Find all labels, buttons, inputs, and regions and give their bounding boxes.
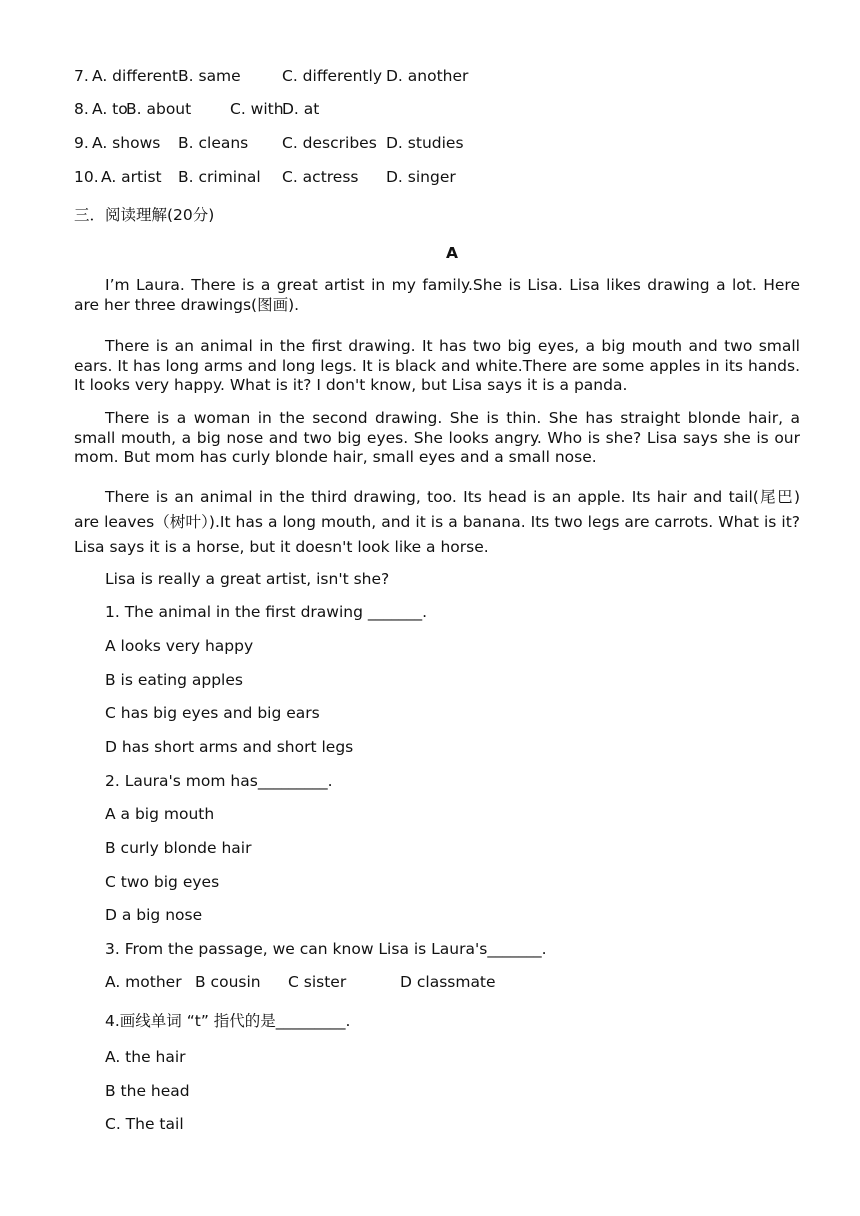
reading-question-3-option-c: C sister [288, 973, 347, 991]
reading-question-4: 4.画线单词 “t” 指代的是_________. [105, 1012, 351, 1030]
passage-paragraph-3: There is a woman in the second drawing. She is thin. She has straight blonde hair, a small mouth, a big nose and two big eyes. She looks angry. Who is she? Lisa says she is our mom. But mom has curly blonde hair, small eyes and a small nose. [74, 409, 800, 466]
reading-question-2-option-c: C two big eyes [105, 873, 220, 891]
question-9-option-b: B. cleans [178, 134, 249, 152]
reading-question-3-option-a: A. mother [105, 973, 182, 991]
question-7-option-c: C. differently [282, 67, 382, 85]
reading-question-4-option-b: B the head [105, 1082, 190, 1100]
reading-question-2-option-b: B curly blonde hair [105, 839, 252, 857]
question-9-option-d: D. studies [386, 134, 464, 152]
reading-question-2: 2. Laura's mom has_________. [105, 772, 333, 790]
question-7-option-d: D. another [386, 67, 469, 85]
reading-question-3: 3. From the passage, we can know Lisa is Laura's_______. [105, 940, 547, 958]
passage-label: A [446, 244, 458, 262]
question-10-option-b: B. criminal [178, 168, 261, 186]
question-10-option-c: C. actress [282, 168, 359, 186]
question-8-number: 8. [74, 100, 89, 118]
reading-question-2-option-a: A a big mouth [105, 805, 215, 823]
reading-question-2-option-d: D a big nose [105, 906, 203, 924]
reading-question-1-option-d: D has short arms and short legs [105, 738, 354, 756]
question-8-option-c: C. with [230, 100, 284, 118]
reading-question-1-option-b: B is eating apples [105, 671, 243, 689]
question-8-option-b: B. about [126, 100, 192, 118]
reading-question-4-option-c: C. The tail [105, 1115, 184, 1133]
reading-question-1-option-a: A looks very happy [105, 637, 254, 655]
passage-paragraph-2: There is an animal in the first drawing. It has two big eyes, a big mouth and two small ears. It has long arms and long legs. It is black and white.There are some apples in its hands. It looks very happy. What is it? I don't know, but Lisa says it is a panda. [74, 337, 800, 394]
question-9-option-c: C. describes [282, 134, 377, 152]
reading-question-4-option-a: A. the hair [105, 1048, 186, 1066]
question-10-number: 10. [74, 168, 99, 186]
question-8-option-d: D. at [282, 100, 320, 118]
reading-question-3-option-d: D classmate [400, 973, 496, 991]
section-heading: 三．阅读理解(20分) [74, 206, 215, 224]
reading-question-1-option-c: C has big eyes and big ears [105, 704, 320, 722]
passage-paragraph-1: I’m Laura. There is a great artist in my family.She is Lisa. Lisa likes drawing a lot. Here are her three drawings(图画). [74, 276, 800, 314]
question-8-option-a: A. to [92, 100, 128, 118]
question-7-option-b: B. same [178, 67, 241, 85]
question-10-option-a: A. artist [101, 168, 162, 186]
question-7-option-a: A. different [92, 67, 179, 85]
question-7-number: 7. [74, 67, 89, 85]
question-9-number: 9. [74, 134, 89, 152]
passage-closing: Lisa is really a great artist, isn't she? [105, 570, 390, 588]
reading-question-1: 1. The animal in the first drawing _______. [105, 603, 428, 621]
question-9-option-a: A. shows [92, 134, 161, 152]
question-10-option-d: D. singer [386, 168, 456, 186]
reading-question-3-option-b: B cousin [195, 973, 261, 991]
passage-paragraph-4: There is an animal in the third drawing, too. Its head is an apple. Its hair and tail(尾巴) are leaves（树叶）).It has a long mouth, and it is a banana. Its two legs are carrots. What is it? Lisa says it is a horse, but it doesn't look like a horse. [74, 488, 800, 556]
